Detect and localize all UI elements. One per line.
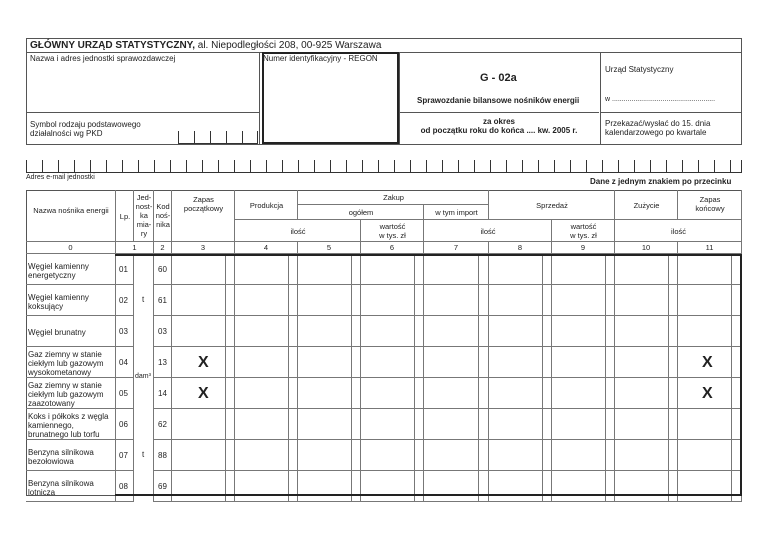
unit-t-label: t (142, 295, 145, 304)
row-lp: 07 (116, 440, 134, 471)
row-code: 60 (154, 254, 172, 285)
col-name-header: Nazwa nośnika energii (26, 190, 116, 242)
form-code: G - 02a (480, 72, 517, 84)
col-number: 8 (489, 242, 552, 254)
name-address-label: Nazwa i adres jednostki sprawozdawczej (30, 54, 176, 63)
row-label: Gaz ziemny w stanie ciekłym lub gazowym wysokometanowy (26, 347, 116, 378)
issuer-name: GŁÓWNY URZĄD STATYSTYCZNY, (30, 40, 195, 51)
col-number: 1 (116, 242, 154, 254)
row-lp: 01 (116, 254, 134, 285)
value-header: wartość w tys. zł (552, 220, 615, 242)
col-code-header: Kod noś- nika (154, 190, 172, 242)
col-number: 2 (154, 242, 172, 254)
issuer-title (30, 40, 381, 51)
quantity-header: ilość (615, 220, 742, 242)
col-number: 9 (552, 242, 615, 254)
quantity-header: ilość (235, 220, 361, 242)
email-field[interactable] (26, 160, 742, 173)
row-lp: 06 (116, 409, 134, 440)
not-applicable-mark: X (702, 354, 713, 371)
row-label: Węgiel brunatny (26, 316, 116, 347)
office-field[interactable]: w ..................................................... (605, 96, 716, 103)
col-number: 4 (235, 242, 298, 254)
row-code: 03 (154, 316, 172, 347)
row-label: Benzyna silnikowa bezołowiowa (26, 440, 116, 471)
col-number: 7 (424, 242, 489, 254)
col-purchase-header: Zakup (298, 190, 489, 205)
deadline-note: Przekazać/wysłać do 15. dnia kalendarzowego po kwartale (605, 119, 711, 137)
col-number: 0 (26, 242, 116, 254)
row-label: Węgiel kamienny energetyczny (26, 254, 116, 285)
row-code: 88 (154, 440, 172, 471)
issuer-address: al. Niepodległości 208, 00-925 Warszawa (195, 40, 382, 51)
unit-dam-label: dam³ (135, 373, 151, 380)
not-applicable-mark: X (198, 385, 209, 402)
row-code: 13 (154, 347, 172, 378)
col-number: 11 (678, 242, 742, 254)
row-lp: 05 (116, 378, 134, 409)
row-code: 62 (154, 409, 172, 440)
row-lp: 03 (116, 316, 134, 347)
row-label: Węgiel kamienny koksujący (26, 285, 116, 316)
regon-field[interactable] (262, 52, 399, 144)
col-production-header: Produkcja (235, 190, 298, 220)
col-sales-header: Sprzedaż (489, 190, 615, 220)
row-lp: 02 (116, 285, 134, 316)
col-closing-stock-header: Zapas końcowy (678, 190, 742, 220)
pkd-label: Symbol rodzaju podstawowego działalności wg PKD (30, 120, 141, 138)
pkd-code-field[interactable] (178, 131, 258, 144)
name-address-field[interactable] (26, 62, 259, 112)
col-opening-stock-header: Zapas początkowy (172, 190, 235, 242)
row-label: Gaz ziemny w stanie ciekłym lub gazowym zaazotowany (26, 378, 116, 409)
row-code: 61 (154, 285, 172, 316)
col-number: 6 (361, 242, 424, 254)
col-unit-header: Jed- nost- ka mia- ry (134, 190, 154, 242)
office-label: Urząd Statystyczny (605, 65, 674, 74)
row-lp: 04 (116, 347, 134, 378)
data-precision-note: Dane z jednym znakiem po przecinku (590, 177, 732, 186)
not-applicable-mark: X (702, 385, 713, 402)
col-purchase-total-header: ogółem (298, 205, 424, 220)
reporting-period: za okres od początku roku do końca .... kw. 2005 r. (420, 117, 578, 135)
unit-t-label: t (142, 450, 145, 459)
col-number: 3 (172, 242, 235, 254)
col-number: 5 (298, 242, 361, 254)
form-title: Sprawozdanie bilansowe nośników energii (417, 96, 580, 105)
row-code: 69 (154, 471, 172, 502)
row-label: Benzyna silnikowa lotnicza (26, 471, 116, 502)
entry-area-frame (115, 254, 742, 496)
col-lp-header: Lp. (116, 190, 134, 242)
row-lp: 08 (116, 471, 134, 502)
email-label: Adres e-mail jednostki (26, 174, 95, 181)
not-applicable-mark: X (198, 354, 209, 371)
value-header: wartość w tys. zł (361, 220, 424, 242)
col-number: 10 (615, 242, 678, 254)
quantity-header: ilość (424, 220, 552, 242)
col-consumption-header: Zużycie (615, 190, 678, 220)
row-code: 14 (154, 378, 172, 409)
col-purchase-import-header: w tym import (424, 205, 489, 220)
row-label: Koks i półkoks z węgla kamiennego, brunatnego lub torfu (26, 409, 116, 440)
regon-label: Numer identyfikacyjny - REGON (263, 54, 378, 63)
